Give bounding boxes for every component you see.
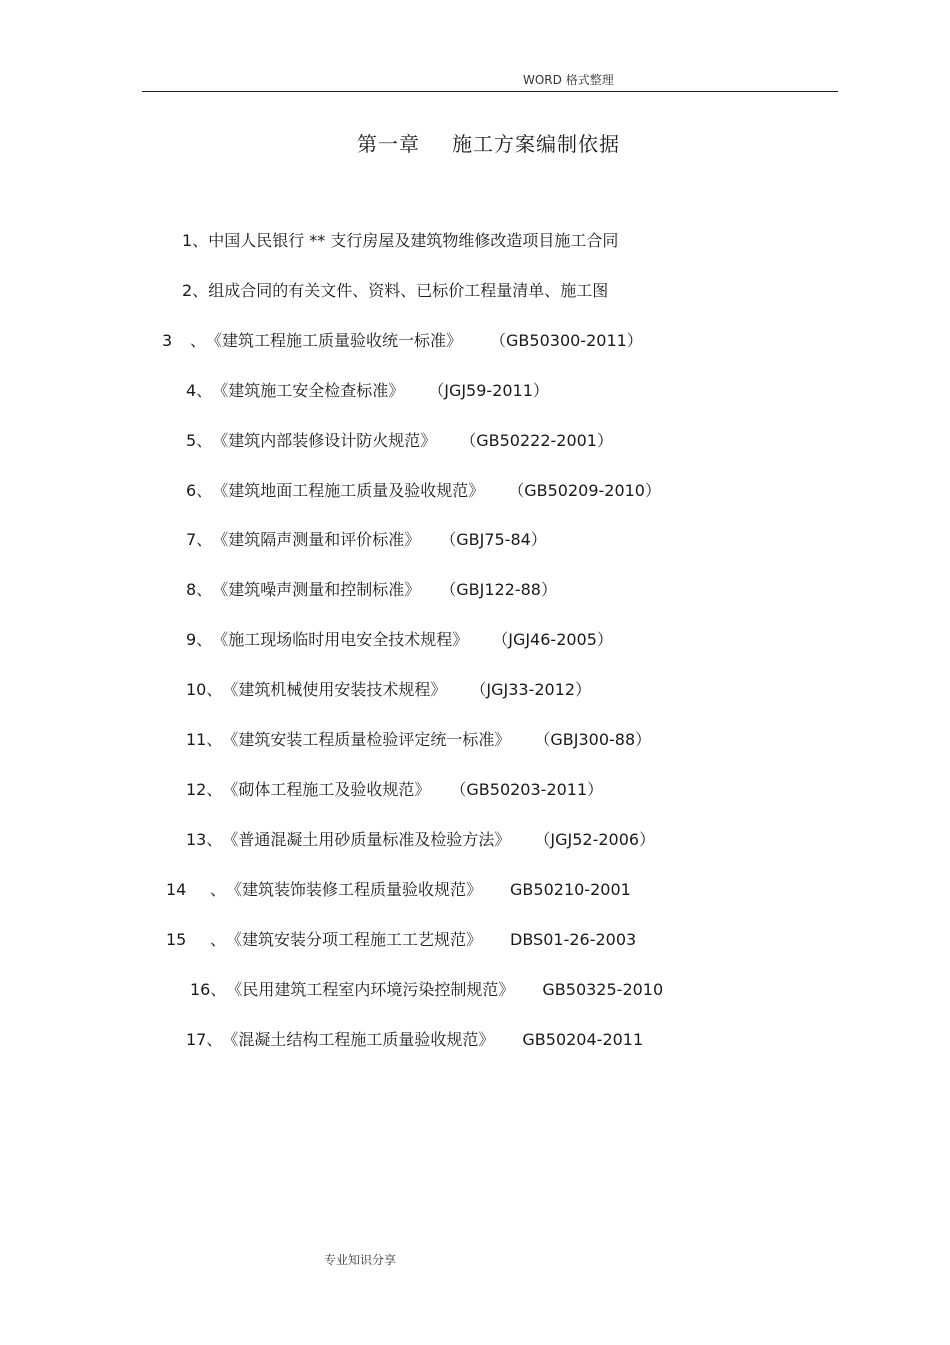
list-item xyxy=(190,980,663,1000)
item-code: （JGJ33-2012） xyxy=(470,680,592,699)
header-divider xyxy=(142,91,838,92)
list-item xyxy=(186,580,557,600)
list-item xyxy=(166,930,636,950)
item-number: 14 xyxy=(166,880,187,899)
item-title: 《建筑安装工程质量检验评定统一标准》 xyxy=(222,730,511,749)
item-number: 4 xyxy=(186,381,197,400)
item-code: （GBJ75-84） xyxy=(440,530,547,549)
item-separator: 、 xyxy=(206,830,223,849)
item-number: 17 xyxy=(186,1030,207,1049)
list-item xyxy=(186,730,651,750)
item-number: 16 xyxy=(190,980,211,999)
item-separator: 、 xyxy=(210,930,227,949)
list-item xyxy=(182,231,618,251)
item-separator: 、 xyxy=(196,481,213,500)
item-number: 2 xyxy=(182,281,193,300)
item-code: GB50204-2011 xyxy=(522,1030,644,1049)
item-code: （GB50300-2011） xyxy=(490,331,643,350)
item-title: 《混凝土结构工程施工质量验收规范》 xyxy=(222,1030,495,1049)
chapter-number: 第一章 xyxy=(357,132,420,156)
item-code: GB50210-2001 xyxy=(510,880,631,899)
item-code: （GBJ300-88） xyxy=(534,730,652,749)
item-number: 7 xyxy=(186,530,197,549)
page-header: WORD 格式整理 xyxy=(523,73,614,87)
item-separator: 、 xyxy=(196,381,213,400)
item-number: 5 xyxy=(186,431,197,450)
item-number: 6 xyxy=(186,481,197,500)
item-code: GB50325-2010 xyxy=(542,980,664,999)
item-title: 《建筑工程施工质量验收统一标准》 xyxy=(206,331,463,350)
item-number: 1 xyxy=(182,231,193,250)
list-item xyxy=(162,331,643,351)
item-separator: 、 xyxy=(210,880,227,899)
item-title: 《建筑地面工程施工质量及验收规范》 xyxy=(212,481,485,500)
item-code: （JGJ59-2011） xyxy=(428,381,549,400)
list-item xyxy=(186,630,613,650)
item-code: （GB50203-2011） xyxy=(450,780,604,799)
list-item xyxy=(186,530,547,550)
list-item xyxy=(166,880,631,900)
item-code: （GB50222-2001） xyxy=(460,431,613,450)
item-number: 11 xyxy=(186,730,207,749)
item-separator: 、 xyxy=(190,331,207,350)
item-title: 《建筑安装分项工程施工工艺规范》 xyxy=(226,930,483,949)
item-title: 《建筑机械使用安装技术规程》 xyxy=(222,680,447,699)
list-item xyxy=(186,481,661,501)
item-number: 12 xyxy=(186,780,207,799)
item-title: 《砌体工程施工及验收规范》 xyxy=(222,780,431,799)
item-title: 《建筑隔声测量和评价标准》 xyxy=(212,530,421,549)
item-code: （GB50209-2010） xyxy=(508,481,661,500)
chapter-title xyxy=(357,128,620,157)
item-title: 《建筑装饰装修工程质量验收规范》 xyxy=(226,880,483,899)
item-separator: 、 xyxy=(196,530,213,549)
item-separator: 、 xyxy=(206,780,223,799)
item-title: 《建筑内部装修设计防火规范》 xyxy=(212,431,437,450)
item-code: （JGJ46-2005） xyxy=(492,630,613,649)
list-item xyxy=(186,1030,643,1050)
item-title: 《民用建筑工程室内环境污染控制规范》 xyxy=(226,980,515,999)
list-item xyxy=(186,431,613,451)
item-title: 《普通混凝土用砂质量标准及检验方法》 xyxy=(222,830,511,849)
item-title: 《建筑施工安全检查标准》 xyxy=(212,381,405,400)
item-number: 10 xyxy=(186,680,207,699)
item-separator: 、 xyxy=(206,680,223,699)
item-number: 9 xyxy=(186,630,197,649)
item-number: 3 xyxy=(162,331,173,350)
item-title: 组成合同的有关文件、资料、已标价工程量清单、施工图 xyxy=(208,281,609,300)
list-item xyxy=(186,780,603,800)
list-item xyxy=(182,281,608,301)
item-number: 15 xyxy=(166,930,187,949)
item-number: 8 xyxy=(186,580,197,599)
item-separator: 、 xyxy=(196,630,213,649)
item-separator: 、 xyxy=(192,231,209,250)
list-item xyxy=(186,381,549,401)
item-code: （JGJ52-2006） xyxy=(534,830,656,849)
item-title: 《施工现场临时用电安全技术规程》 xyxy=(212,630,469,649)
item-separator: 、 xyxy=(192,281,209,300)
item-separator: 、 xyxy=(206,1030,223,1049)
item-code: DBS01-26-2003 xyxy=(510,930,637,949)
item-title: 中国人民银行 ** 支行房屋及建筑物维修改造项目施工合同 xyxy=(208,231,619,250)
item-code: （GBJ122-88） xyxy=(440,580,557,599)
item-separator: 、 xyxy=(206,730,223,749)
list-item xyxy=(186,680,591,700)
item-separator: 、 xyxy=(196,431,213,450)
list-item xyxy=(186,830,655,850)
item-number: 13 xyxy=(186,830,207,849)
page-footer: 专业知识分享 xyxy=(324,1253,397,1267)
item-separator: 、 xyxy=(210,980,227,999)
item-separator: 、 xyxy=(196,580,213,599)
item-title: 《建筑噪声测量和控制标准》 xyxy=(212,580,421,599)
chapter-name: 施工方案编制依据 xyxy=(452,132,620,156)
